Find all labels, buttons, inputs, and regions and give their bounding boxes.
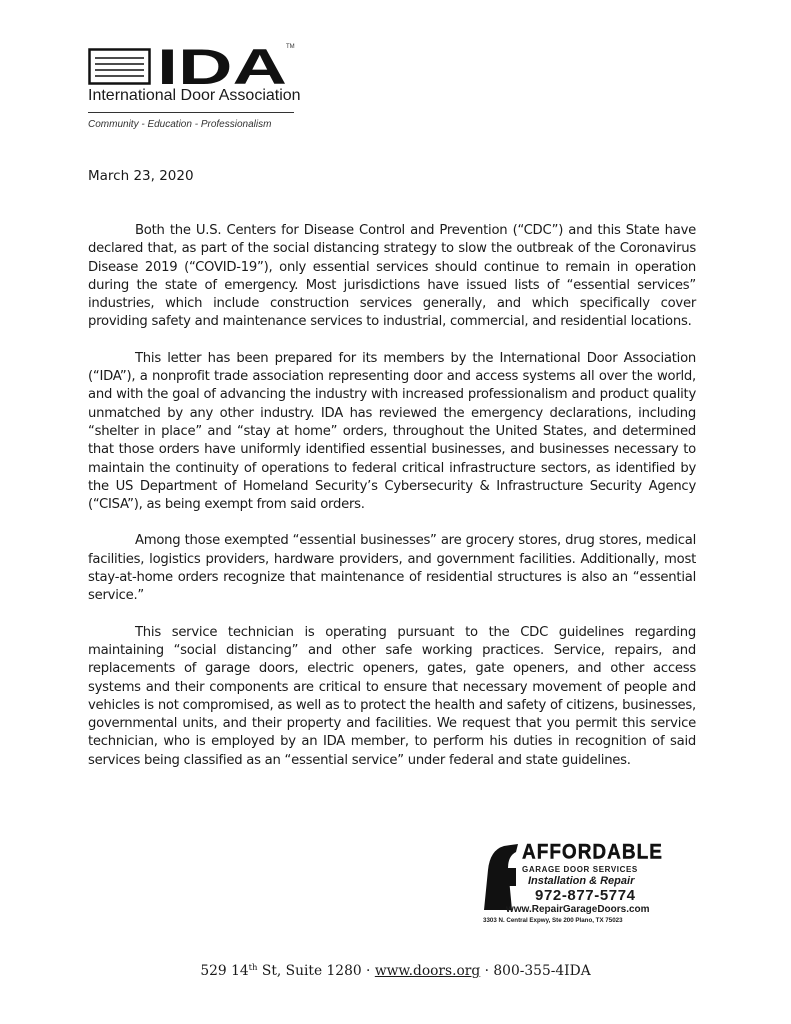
footer-website-link[interactable]: www.doors.org bbox=[374, 963, 481, 979]
letter-body bbox=[88, 222, 696, 770]
stamp-phone: 972-877-5774 bbox=[535, 887, 636, 904]
stamp-brand-name: AFFORDABLE bbox=[522, 840, 663, 864]
technician-silhouette-icon bbox=[478, 840, 522, 912]
stamp-website: www.RepairGarageDoors.com bbox=[506, 904, 650, 915]
organization-tagline: Community - Education - Professionalism bbox=[88, 119, 272, 130]
footer-address-suffix: th bbox=[248, 963, 258, 973]
paragraph: Among those exempted “essential businesses” are grocery stores, drug stores, medical facilities, logistics providers, hardware providers, and government facilities. Additionally, most stay-at-home orders recognize that maintenance of residential structures is also an “essential service.” bbox=[88, 533, 696, 604]
footer-separator: · bbox=[480, 963, 494, 979]
ida-logo bbox=[88, 40, 298, 86]
stamp-subtitle: GARAGE DOOR SERVICES bbox=[522, 865, 638, 874]
stamp-address: 3303 N. Central Expwy, Ste 200 Plano, TX 75023 bbox=[483, 917, 623, 924]
letter-date: March 23, 2020 bbox=[88, 168, 194, 184]
company-stamp bbox=[478, 830, 688, 930]
logo-letters: IDA bbox=[157, 40, 287, 86]
paragraph: This letter has been prepared for its members by the International Door Association (“IDA”), a nonprofit trade association representing door and access systems all over the world, and with the goal of advancing the industry with increased professionalism and product quality unmatched by any other industry. IDA has reviewed the emergency declarations, including “shelter in place” and “stay at home” orders, throughout the United States, and determined that those orders have uniformly identified essential businesses, and businesses necessary to maintain the continuity of operations to federal critical infrastructure sectors, as identified by the US Department of Homeland Security’s Cybersecurity & Infrastructure Security Agency (“CISA”), as being exempt from said orders. bbox=[88, 350, 696, 513]
footer-separator: · bbox=[361, 963, 375, 979]
stamp-service: Installation & Repair bbox=[528, 875, 635, 887]
letter-footer bbox=[0, 963, 791, 979]
letterhead-divider bbox=[88, 112, 294, 113]
footer-address-number: 529 14 bbox=[200, 963, 249, 979]
footer-phone: 800-355-4IDA bbox=[493, 963, 591, 979]
organization-name: International Door Association bbox=[88, 87, 301, 104]
door-icon bbox=[90, 50, 150, 84]
footer-address-street: St, Suite 1280 bbox=[257, 963, 362, 979]
paragraph: Both the U.S. Centers for Disease Control and Prevention (“CDC”) and this State have declared that, as part of the social distancing strategy to slow the outbreak of the Coronavirus Disease 2019 (“COVID-19”), only essential services should continue to remain in operation during the state of emergency. Most jurisdictions have issued lists of “essential services” industries, which include construction services generally, and which specifically cover providing safety and maintenance services to industrial, commercial, and residential locations. bbox=[88, 223, 696, 330]
trademark-mark: TM bbox=[286, 44, 295, 50]
paragraph: This service technician is operating pursuant to the CDC guidelines regarding maintaining “social distancing” and other safe working practices. Service, repairs, and replacements of garage doors, electric openers, gates, gate openers, and other access systems and their components are critical to ensure that necessary movement of people and vehicles is not compromised, as well as to protect the health and safety of citizens, businesses, governmental units, and their property and facilities. We request that you permit this service technician, who is employed by an IDA member, to perform his duties in recognition of said services being classified as an “essential service” under federal and state guidelines. bbox=[88, 624, 696, 768]
